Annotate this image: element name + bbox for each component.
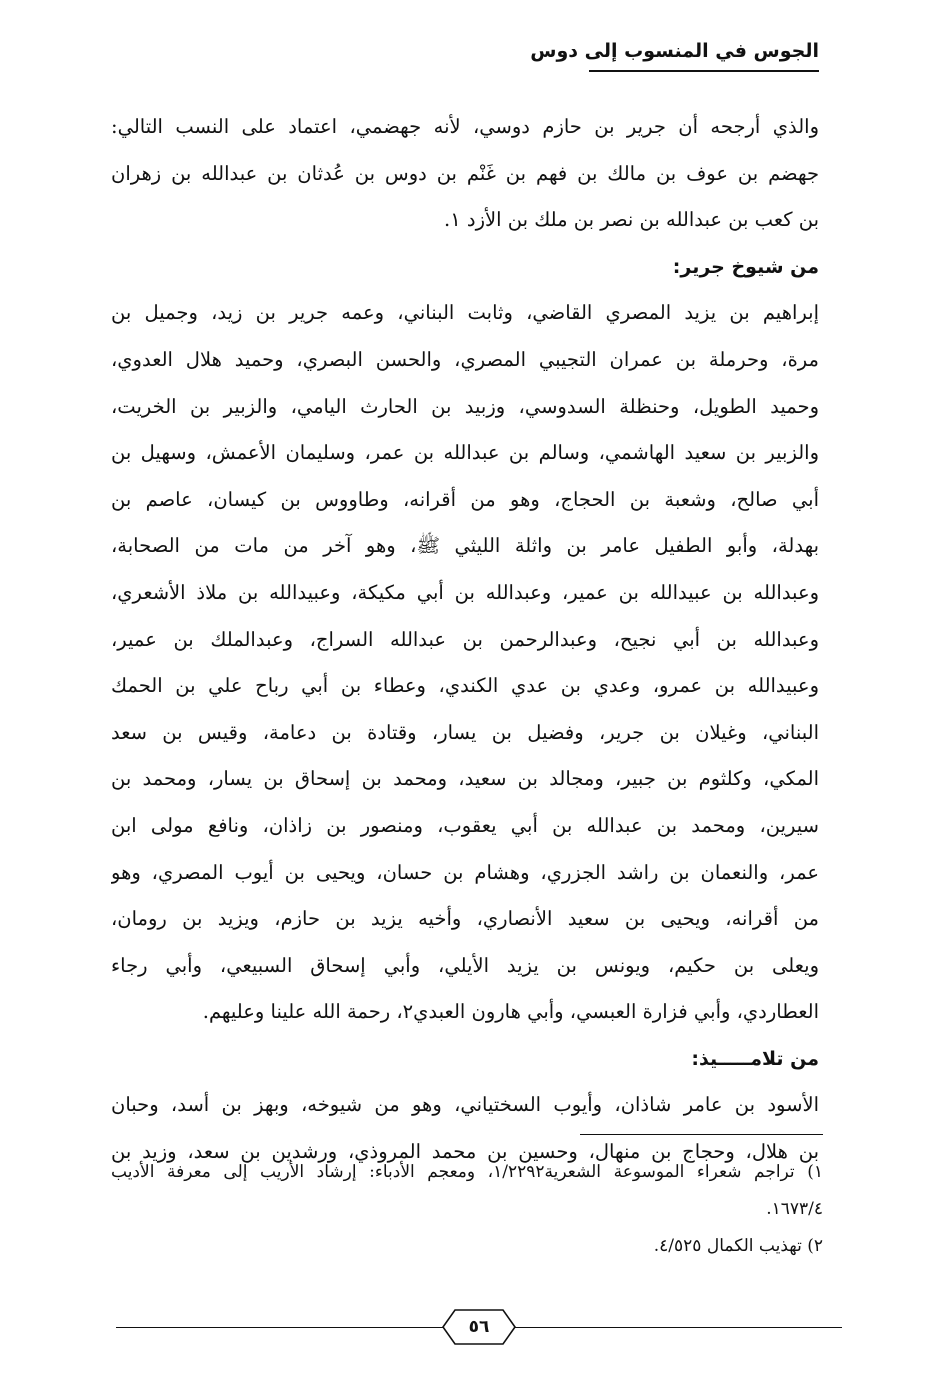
footnote-line: ٢) تهذيب الكمال ٤/٥٢٥.: [653, 1236, 823, 1256]
footer-rule-right: [512, 1327, 842, 1328]
footer-rule-left: [116, 1327, 446, 1328]
text-line: وعبدالله بن أبي نجيح، وعبدالرحمن بن عبدالله السراج، وعبدالملك بن عمير،: [111, 627, 819, 651]
text-line: عمر، والنعمان بن راشد الجزري، وهشام بن حسان، ويحيى بن أيوب المصري، وهو: [111, 860, 819, 884]
text-line: وعبدالله بن عبيدالله بن عمير، وعبدالله بن أبي مكيكة، وعبيدالله بن ملاذ الأشعري،: [111, 580, 819, 604]
text-line: ويعلى بن حكيم، ويونس بن يزيد الأيلي، وأبي إسحاق السبيعي، وأبي رجاء: [111, 953, 819, 977]
text-line: وعبيدالله بن عمرو، وعدي بن عدي الكندي، وعطاء بن أبي رباح علي بن الحمك: [111, 674, 819, 698]
footnote-line: ١) تراجم شعراء الموسوعة الشعرية١/٢٢٩٢، ومعجم الأدباء: إرشاد الأريب إلى معرفة الأديب: [111, 1162, 823, 1182]
text-line: المكي، وكلثوم بن جبير، ومجالد بن سعيد، ومحمد بن إسحاق بن يسار، ومحمد بن: [111, 767, 819, 791]
footnote-rule: [580, 1134, 823, 1135]
text-line: جهضم بن عوف بن مالك بن فهم بن غَنْم بن دوس بن عُدثان بن عبدالله بن زهران: [111, 161, 819, 185]
footnotes: [111, 1154, 823, 1265]
text-line: أبي صالح، وشعبة بن الحجاج، وهو من أقرانه، وطاووس بن كيسان، عاصم بن: [111, 487, 819, 511]
body-text: [111, 104, 819, 1176]
text-line: والزبير بن سعيد الهاشمي، وسالم بن عبدالله بن عمر، وسليمان الأعمش، وسهيل بن: [111, 441, 819, 465]
text-line: مرة، وحرملة بن عمران التجيبي المصري، والحسن البصري، وحميد هلال العدوي،: [111, 347, 819, 371]
text-line: وحميد الطويل، وحنظلة السدوسي، وزبيد بن الحارث اليامي، والزبير بن الخريت،: [111, 394, 819, 418]
page-number-frame: [441, 1308, 517, 1346]
text-line: سيرين، ومحمد بن عبدالله بن أبي يعقوب، ومنصور بن زاذان، ونافع مولى ابن: [111, 813, 819, 837]
header-rule: [589, 70, 819, 72]
text-line: بهدلة، وأبو الطفيل عامر بن واثلة الليثي ﷺ، وهو آخر من مات من الصحابة،: [111, 534, 819, 558]
text-line: بن كعب بن عبدالله بن نصر بن ملك بن الأزد ١.: [444, 208, 819, 232]
text-line: إبراهيم بن يزيد المصري القاضي، وثابت البناني، وعمه جرير بن زيد، وجميل بن: [111, 301, 819, 325]
text-line: البناني، وغيلان بن جرير، وفضيل بن يسار، وقتادة بن دعامة، وقيس بن سعد: [111, 720, 819, 744]
page-number: ٥٦: [468, 1317, 490, 1337]
footnote-line: ١٦٧٣/٤.: [766, 1199, 823, 1219]
running-header: الجوس في المنسوب إلى دوس: [530, 40, 819, 62]
section-heading-students: من تلامـــــيذ:: [691, 1047, 819, 1070]
text-line: بن هلال، وحجاج بن منهال، وحسين بن محمد المروذي، ورشدين بن سعد، وزيد بن: [111, 1140, 819, 1164]
text-line: العطاردي، وأبي فزارة العبسي، وأبي هارون العبدي٢، رحمة الله علينا وعليهم.: [202, 1000, 819, 1024]
section-heading-teachers: من شيوخ جرير:: [672, 255, 819, 278]
text-line: من أقرانه، ويحيى بن سعيد الأنصاري، وأخيه يزيد بن حازم، ويزيد بن رومان،: [111, 907, 819, 931]
text-line: والذي أرجحه أن جرير بن حازم دوسي، لأنه جهضمي، اعتماد على النسب التالي:: [111, 115, 819, 138]
text-line: الأسود بن عامر شاذان، وأيوب السختياني، وهو من شيوخه، وبهز بن أسد، وحبان: [111, 1093, 819, 1117]
